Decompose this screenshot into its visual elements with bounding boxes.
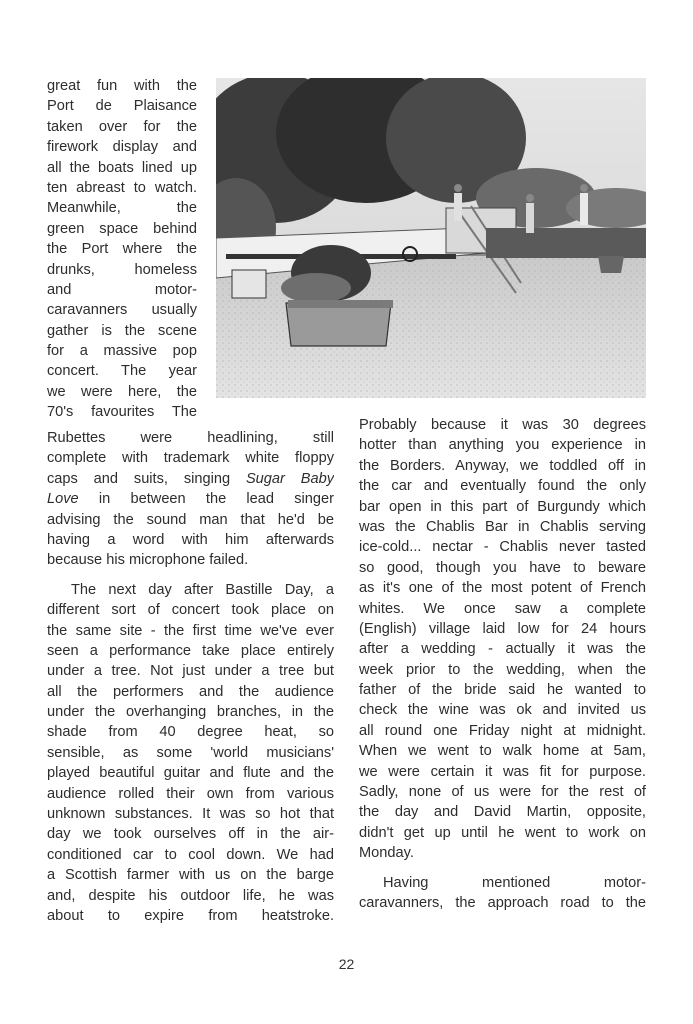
song-title: Love [47,491,79,508]
text-line: a Scottish farmer with us on the barge [47,867,334,884]
text-line: gather is the scene [47,322,197,339]
text-line: all the boats lined up [47,159,197,176]
text-line: the Port where the [47,241,197,258]
text-fragment: in between the lead singer [78,491,334,508]
text-line: week prior to the wedding, when the [359,661,646,678]
text-line: different sort of concert took place on [47,602,334,619]
text-line: The next day after Bastille Day, a [71,581,334,598]
text-line: Port de Plaisance [47,98,197,115]
text-line: conditioned car to cool down. We had [47,846,334,863]
text-line: all the performers and the audience [47,683,334,700]
text-line: advising the sound man that he'd be [47,511,334,528]
text-line: Rubettes were headlining, still [47,430,334,446]
text-line: about to expire from heatstroke. [47,907,334,924]
text-line: so good, though you have to beware [359,559,646,576]
text-line: after a wedding - actually it was the [359,641,646,658]
text-line: hotter than anything you experience in [359,437,646,454]
text-line: Sadly, none of us were for the rest of [359,784,646,801]
text-column-left [47,428,334,926]
page-number: 22 [338,956,355,972]
text-line: bar open in this part of Burgundy which [359,498,646,515]
text-line: day we took ourselves off in the air- [47,826,334,843]
text-line: we were certain it was fit for purpose. [359,763,646,780]
text-line: sensible, as some 'world musicians' [47,744,334,761]
text-line: played beautiful guitar and flute and the [47,765,334,782]
text-line: and, despite his outdoor life, he was [47,887,334,904]
text-line: the same site - the first time we've ever [47,622,334,639]
text-line: ten abreast to watch. [47,179,197,196]
barge-photo [216,78,646,398]
text-line: whites. We once saw a complete [359,600,646,617]
text-line: 70's favourites The [47,404,197,421]
text-line: under the overhanging branches, in the [47,704,334,721]
text-line: audience rolled their own from various [47,785,334,802]
text-line: the Borders. Anyway, we toddled off in [359,457,646,474]
text-line [47,489,334,509]
text-line: caravanners usually [47,302,197,319]
text-line [47,469,334,489]
text-line: Probably because it was 30 degrees [359,417,646,433]
text-line: father of the bride said he wanted to [359,682,646,699]
text-line: concert. The year [47,363,197,380]
text-line: for a massive pop [47,343,197,360]
text-line: didn't get up until he went to work on [359,824,646,841]
text-line: seen a performance take place entirely [47,642,334,659]
text-line: as it's one of the most potent of French [359,580,646,597]
text-line: having a word with him afterwards [47,531,334,548]
text-line: because his microphone failed. [47,552,249,569]
text-fragment: caps and suits, singing [47,470,246,487]
text-line: shade from 40 degree heat, so [47,724,334,741]
text-column-right [359,415,646,913]
text-line: caravanners, the approach road to the [359,894,646,911]
song-title: Sugar Baby [245,470,334,487]
text-line: under a tree. Not just under a tree but [47,663,334,680]
text-line: ice-cold... nectar - Chablis never tasted [359,539,646,556]
text-line: complete with trademark white floppy [47,450,334,467]
text-line: (English) village laid low for 24 hours [359,620,646,637]
text-line: was the Chablis Bar in Chablis serving [359,518,646,535]
text-line: the day and David Martin, opposite, [359,804,646,821]
text-line: drunks, homeless [47,261,197,278]
text-line: When we went to walk home at 5am, [359,743,646,760]
text-line: Monday. [359,845,414,862]
text-line: green space behind [47,220,197,237]
text-line: taken over for the [47,118,197,135]
text-line: all round one Friday night at midnight. [359,722,646,739]
text-line: Having mentioned motor- [383,874,646,891]
text-line: and motor- [47,281,197,298]
text-line: check the wine was ok and invited us [359,702,646,719]
text-column-top [47,76,197,423]
text-line: we were here, the [47,383,197,400]
text-line: firework display and [47,139,197,156]
text-line: unknown substances. It was so hot that [47,806,334,823]
text-line: Meanwhile, the [47,200,197,217]
text-line: the car and eventually found the only [359,478,646,495]
text-line: great fun with the [47,78,197,94]
